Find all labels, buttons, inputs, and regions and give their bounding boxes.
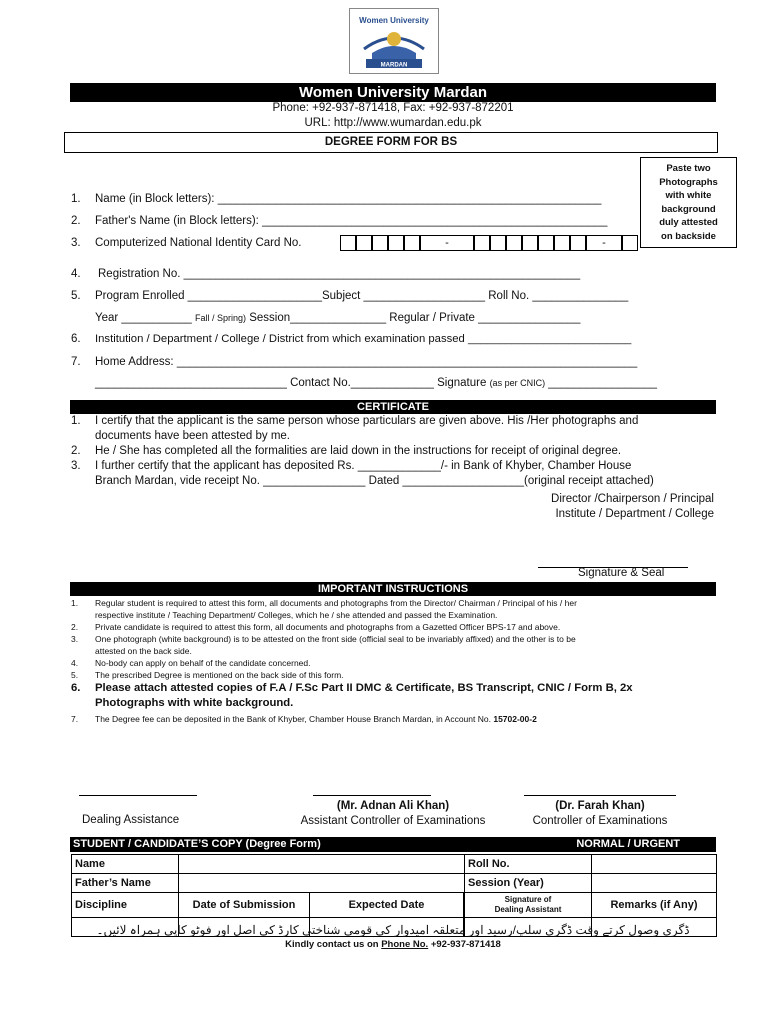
photo-note-line: Paste two <box>666 163 711 174</box>
field-number: 1. <box>71 193 81 205</box>
certificate-item <box>71 444 719 459</box>
instruction-text: attested on the back side. <box>95 646 192 656</box>
cnic-label: Computerized National Identity Card No. <box>95 237 302 249</box>
instruction-item <box>71 681 717 711</box>
cnic-digit-box[interactable] <box>490 235 506 251</box>
name-cell: Name <box>72 855 179 874</box>
acoe-title: Assistant Controller of Examinations <box>300 815 486 827</box>
acoe-block <box>283 799 503 829</box>
name-field[interactable]: Name (in Block letters): ____________________________________________________________ <box>95 193 602 205</box>
cnic-digit-box[interactable] <box>372 235 388 251</box>
contact-footer <box>70 939 716 950</box>
item-number: 3. <box>71 460 81 472</box>
institution-field[interactable]: Institution / Department / College / District from which examination passed __________________________ <box>95 333 632 345</box>
session-value-cell[interactable] <box>592 874 717 893</box>
certificate-heading: CERTIFICATE <box>70 400 716 414</box>
student-copy-title: STUDENT / CANDIDATE’S COPY (Degree Form) <box>73 838 321 850</box>
father-value-cell[interactable] <box>179 874 465 893</box>
instruction-item <box>71 597 717 621</box>
item-number: 4. <box>71 658 79 668</box>
table-row <box>72 874 717 893</box>
cnic-digit-box[interactable]: - <box>420 235 474 251</box>
instruction-item <box>71 669 717 681</box>
instruction-item <box>71 633 717 657</box>
contact-signature-field[interactable] <box>95 377 657 389</box>
item-number: 1. <box>71 415 81 427</box>
expected-date-cell: Expected Date <box>310 893 464 918</box>
normal-urgent-label: NORMAL / URGENT <box>576 838 680 850</box>
item-number: 1. <box>71 598 79 608</box>
year-label: Year ___________ <box>95 312 192 324</box>
urdu-instruction: ڈگری وصول کرتے وقت ڈگری سلپ/رسید اور متعلقہ امیدوار کی قومی شناختی کارڈ کی اصل اور فوٹو کاپی ہمراہ لائیں۔ <box>96 923 690 937</box>
dealing-signature-label: Dealing Assistant <box>494 905 562 914</box>
instructions-list <box>71 597 717 725</box>
remarks-cell: Remarks (if Any) <box>592 893 717 918</box>
fall-spring-label: Fall / Spring) <box>195 313 247 323</box>
signature-blank: _________________ <box>548 377 658 389</box>
table-row <box>72 855 717 874</box>
student-copy-heading <box>70 837 716 852</box>
field-number: 4. <box>71 268 81 280</box>
instruction-text: Private candidate is required to attest this form, all documents and photographs from a Gazetted Officer BPS-17 and above. <box>95 622 561 632</box>
signatory-title: Director /Chairperson / Principal <box>551 493 714 505</box>
cnic-digit-box[interactable] <box>506 235 522 251</box>
acoe-signature-line <box>313 795 431 796</box>
form-title: DEGREE FORM FOR BS <box>64 132 718 153</box>
photo-note-line: duly attested <box>659 217 718 228</box>
instruction-item <box>71 657 717 669</box>
signatory-block <box>551 492 714 522</box>
photo-paste-box <box>640 157 737 248</box>
discipline-cell: Discipline <box>72 893 179 918</box>
certificate-item <box>71 459 719 489</box>
field-number: 5. <box>71 290 81 302</box>
field-number: 3. <box>71 237 81 249</box>
cnic-digit-box[interactable] <box>340 235 356 251</box>
coe-signature-line <box>524 795 676 796</box>
phone-number: +92-937-871418 <box>430 939 501 950</box>
instruction-text: The Degree fee can be deposited in the Bank of Khyber, Chamber House Branch Mardan, in Account No. <box>95 714 491 724</box>
instruction-text: respective institute / Teaching Department/ Colleges, which he / she attended and passed the Examination. <box>95 610 498 620</box>
cnic-digit-box[interactable] <box>538 235 554 251</box>
certificate-text: Branch Mardan, vide receipt No. ________________ Dated ___________________(original receipt attached) <box>95 475 654 487</box>
dealing-signature-line <box>79 795 197 796</box>
cnic-digit-box[interactable]: - <box>586 235 622 251</box>
program-field[interactable]: Program Enrolled _____________________Subject ___________________ Roll No. _______________ <box>95 290 629 302</box>
certificate-list <box>71 414 719 489</box>
cnic-digit-box[interactable] <box>474 235 490 251</box>
item-number: 2. <box>71 445 81 457</box>
signature-seal-label: Signature & Seal <box>578 567 665 579</box>
certificate-text: I further certify that the applicant has deposited Rs. _____________/- in Bank of Khyber, Chamber House <box>95 460 632 472</box>
item-number: 7. <box>71 714 79 724</box>
instruction-text: The prescribed Degree is mentioned on the back side of this form. <box>95 670 344 680</box>
submission-date-cell: Date of Submission <box>179 893 310 918</box>
roll-cell: Roll No. <box>465 855 592 874</box>
logo-city-text: MARDAN <box>380 62 408 69</box>
field-number: 2. <box>71 215 81 227</box>
photo-note-line: background <box>661 203 716 215</box>
contact-label: Kindly contact us on <box>285 939 379 950</box>
roll-value-cell[interactable] <box>592 855 717 874</box>
phone-fax-line: Phone: +92-937-871418, Fax: +92-937-872201 <box>272 102 514 114</box>
registration-field[interactable]: Registration No. ______________________________________________________________ <box>98 268 581 280</box>
photo-note-line: with white <box>665 190 712 201</box>
signatory-institute: Institute / Department / College <box>555 508 714 520</box>
instruction-text: No-body can apply on behalf of the candidate concerned. <box>95 658 311 668</box>
per-cnic-label: (as per CNIC) <box>489 378 546 388</box>
photo-note-line: on backside <box>661 230 716 242</box>
instruction-item <box>71 621 717 633</box>
url-line: URL: http://www.wumardan.edu.pk <box>304 117 482 129</box>
acoe-name: (Mr. Adnan Ali Khan) <box>336 800 450 812</box>
dealing-assistance-label: Dealing Assistance <box>82 814 180 826</box>
certificate-text: He / She has completed all the formalities are laid down in the instructions for receipt of original degree. <box>95 445 622 457</box>
instruction-text: Regular student is required to attest this form, all documents and photographs from the Director/ Chairman / Principal of his / her <box>95 598 577 608</box>
coe-name: (Dr. Farah Khan) <box>555 800 645 812</box>
instructions-heading: IMPORTANT INSTRUCTIONS <box>70 582 716 596</box>
dealing-signature-label: Signature of <box>504 895 552 904</box>
dealing-signature-cell <box>465 893 592 918</box>
logo-emblem-icon <box>350 9 438 73</box>
name-value-cell[interactable] <box>179 855 465 874</box>
item-number: 3. <box>71 634 79 644</box>
field-number: 6. <box>71 333 81 345</box>
cnic-digit-box[interactable] <box>554 235 570 251</box>
coe-title: Controller of Examinations <box>532 815 668 827</box>
table-row <box>72 893 717 918</box>
certificate-text: documents have been attested by me. <box>95 430 290 442</box>
logo-title-text: Women University <box>359 16 429 25</box>
father-name-field[interactable]: Father's Name (in Block letters): ______________________________________________________ <box>95 215 608 227</box>
certificate-text: I certify that the applicant is the same person whose particulars are given above. His /Her photographs and <box>95 415 639 427</box>
cnic-digit-box[interactable] <box>404 235 420 251</box>
account-number: 15702-00-2 <box>493 714 537 724</box>
field-number: 7. <box>71 356 81 368</box>
phone-label: Phone No. <box>381 939 429 950</box>
father-cell: Father’s Name <box>72 874 179 893</box>
university-logo <box>349 8 439 74</box>
cnic-digit-box[interactable] <box>570 235 586 251</box>
cnic-digit-box[interactable] <box>522 235 538 251</box>
cnic-digit-box[interactable] <box>622 235 638 251</box>
item-number: 6. <box>71 682 81 694</box>
session-cell: Session (Year) <box>465 874 592 893</box>
contact-label: ______________________________ Contact No._____________ Signature <box>95 377 487 389</box>
instruction-text: Photographs with white background. <box>95 697 294 709</box>
university-title: Women University Mardan <box>70 83 716 102</box>
coe-block <box>520 799 680 829</box>
cnic-digit-box[interactable] <box>388 235 404 251</box>
year-session-field[interactable] <box>95 312 580 324</box>
session-label: Session_______________ Regular / Private ________________ <box>249 312 581 324</box>
certificate-item <box>71 414 719 444</box>
instruction-text: One photograph (white background) is to be attested on the front side (official seal to be invariably affixed) and the other is to be <box>95 634 576 644</box>
item-number: 2. <box>71 622 79 632</box>
cnic-digit-box[interactable] <box>356 235 372 251</box>
instruction-text: Please attach attested copies of F.A / F.Sc Part II DMC & Certificate, BS Transcript, CNIC / Form B, 2x <box>95 682 633 694</box>
instruction-item <box>71 713 717 725</box>
item-number: 5. <box>71 670 79 680</box>
photo-note-line: Photographs <box>659 176 718 188</box>
address-field[interactable]: Home Address: ________________________________________________________________________ <box>95 356 638 368</box>
